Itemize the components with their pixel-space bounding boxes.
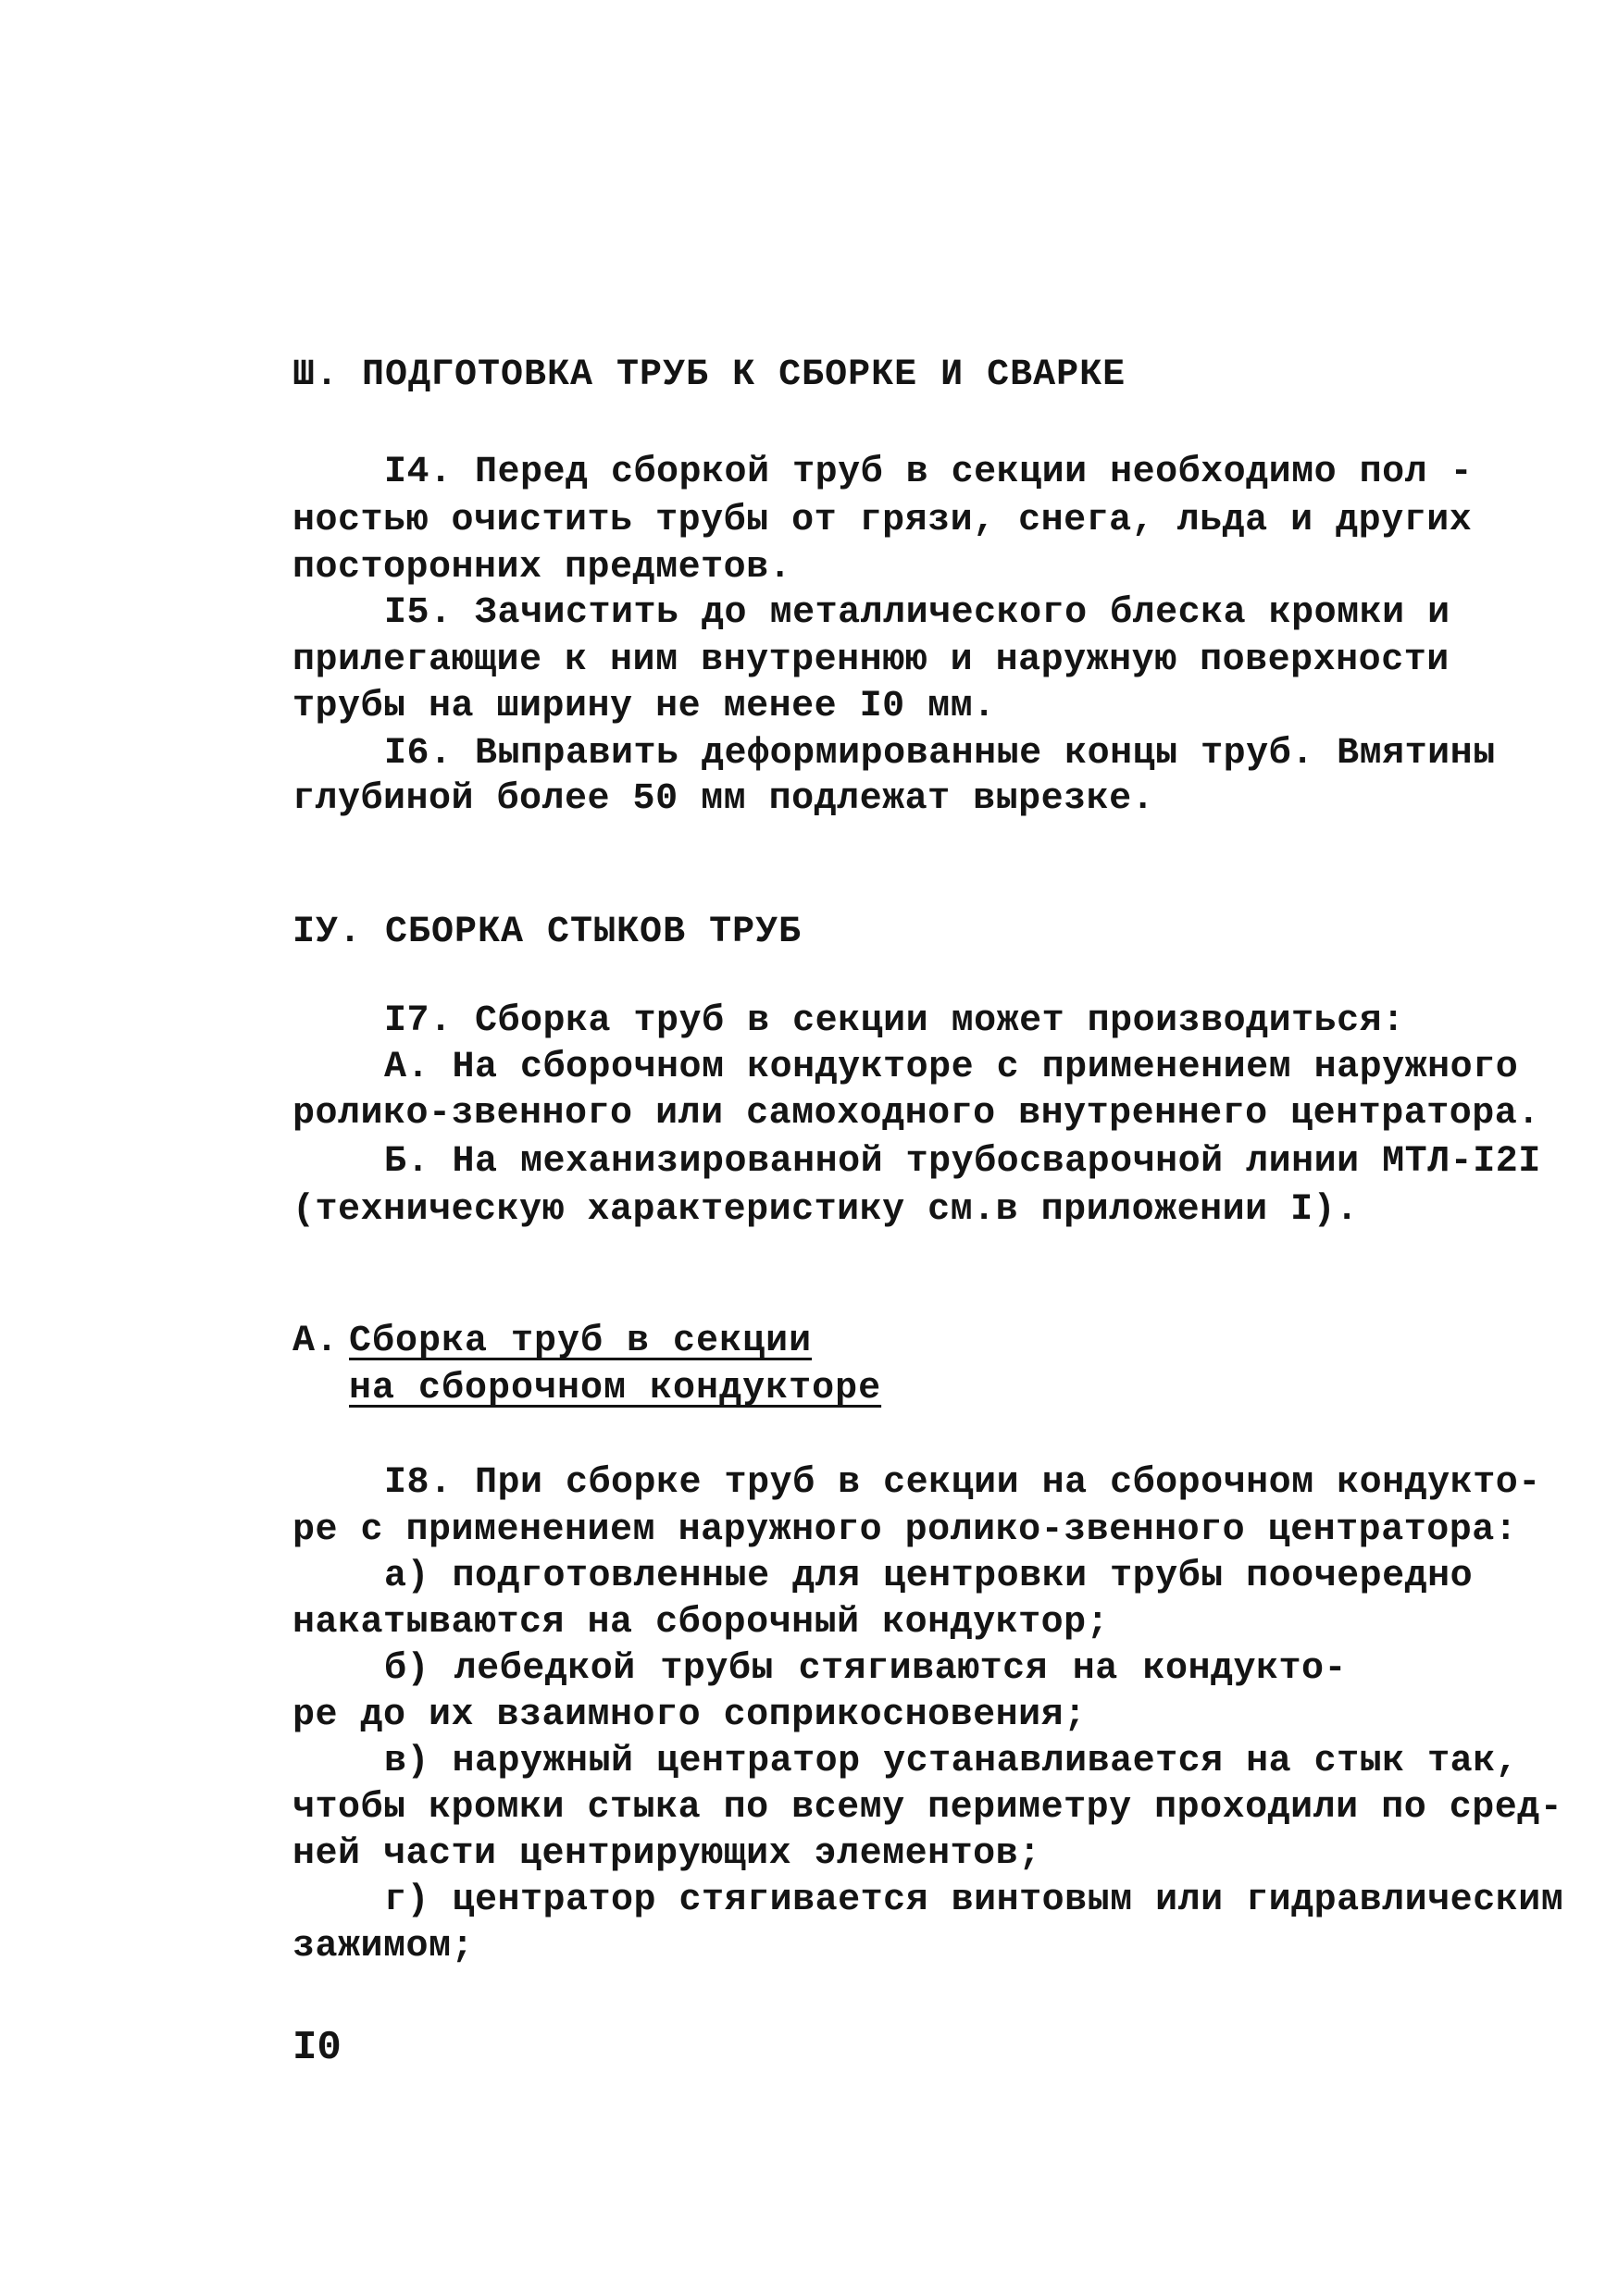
subsection-a-title-line-2: на сборочном кондукторе bbox=[349, 1368, 882, 1409]
subsection-a-title-line-1: Сборка труб в секции bbox=[349, 1321, 813, 1362]
paragraph-18-item-c-line-3: ней части центрирующих элементов; bbox=[292, 1833, 1041, 1875]
paragraph-16-line-1: I6. Выправить деформированные концы труб. Вмятины bbox=[384, 733, 1496, 775]
section-3-heading: Ш. ПОДГОТОВКА ТРУБ К СБОРКЕ И СВАРКЕ bbox=[292, 354, 1126, 396]
paragraph-17-item-b-line-1: Б. На механизированной трубосварочной линии МТЛ-I2I bbox=[384, 1141, 1541, 1183]
paragraph-15-line-3: трубы на ширину не менее I0 мм. bbox=[292, 686, 996, 727]
paragraph-14-line-1: I4. Перед сборкой труб в секции необходимо пол - bbox=[384, 452, 1474, 493]
paragraph-17-item-a-line-2: ролико-звенного или самоходного внутреннего центратора. bbox=[292, 1093, 1540, 1135]
paragraph-18-item-b-line-2: ре до их взаимного соприкосновения; bbox=[292, 1694, 1087, 1736]
paragraph-16-line-2: глубиной более 50 мм подлежат вырезке. bbox=[292, 778, 1155, 820]
paragraph-18-item-b-line-1: б) лебедкой трубы стягиваются на кондукто- bbox=[384, 1648, 1347, 1690]
paragraph-14-line-2: ностью очистить трубы от грязи, снега, льда и других bbox=[292, 500, 1473, 541]
paragraph-14-line-3: посторонних предметов. bbox=[292, 547, 792, 589]
page-number: I0 bbox=[292, 2025, 342, 2071]
paragraph-18-item-d-line-1: г) центратор стягивается винтовым или гидравлическим bbox=[384, 1880, 1564, 1921]
paragraph-18-line-1: I8. При сборке труб в секции на сборочном кондукто- bbox=[384, 1462, 1541, 1504]
paragraph-18-item-d-line-2: зажимом; bbox=[292, 1926, 475, 1967]
subsection-a-marker: А. bbox=[292, 1321, 340, 1362]
paragraph-18-item-c-line-1: в) наружный центратор устанавливается на стык так, bbox=[384, 1741, 1519, 1782]
paragraph-18-item-a-line-1: а) подготовленные для центровки трубы поочередно bbox=[384, 1556, 1474, 1597]
paragraph-18-item-c-line-2: чтобы кромки стыка по всему периметру проходили по сред- bbox=[292, 1787, 1563, 1829]
paragraph-17-item-b-line-2: (техническую характеристику см.в приложении I). bbox=[292, 1189, 1359, 1231]
paragraph-17-item-a-line-1: А. На сборочном кондукторе с применением наружного bbox=[384, 1047, 1519, 1088]
paragraph-18-line-2: ре с применением наружного ролико-звенного центратора: bbox=[292, 1509, 1518, 1551]
paragraph-15-line-1: I5. Зачистить до металлического блеска кромки и bbox=[384, 592, 1450, 634]
section-4-heading: IУ. СБОРКА СТЫКОВ ТРУБ bbox=[292, 912, 803, 953]
paragraph-17-line-1: I7. Сборка труб в секции может производиться: bbox=[384, 1000, 1405, 1042]
paragraph-18-item-a-line-2: накатываются на сборочный кондуктор; bbox=[292, 1602, 1110, 1644]
paragraph-15-line-2: прилегающие к ним внутреннюю и наружную поверхности bbox=[292, 639, 1450, 681]
